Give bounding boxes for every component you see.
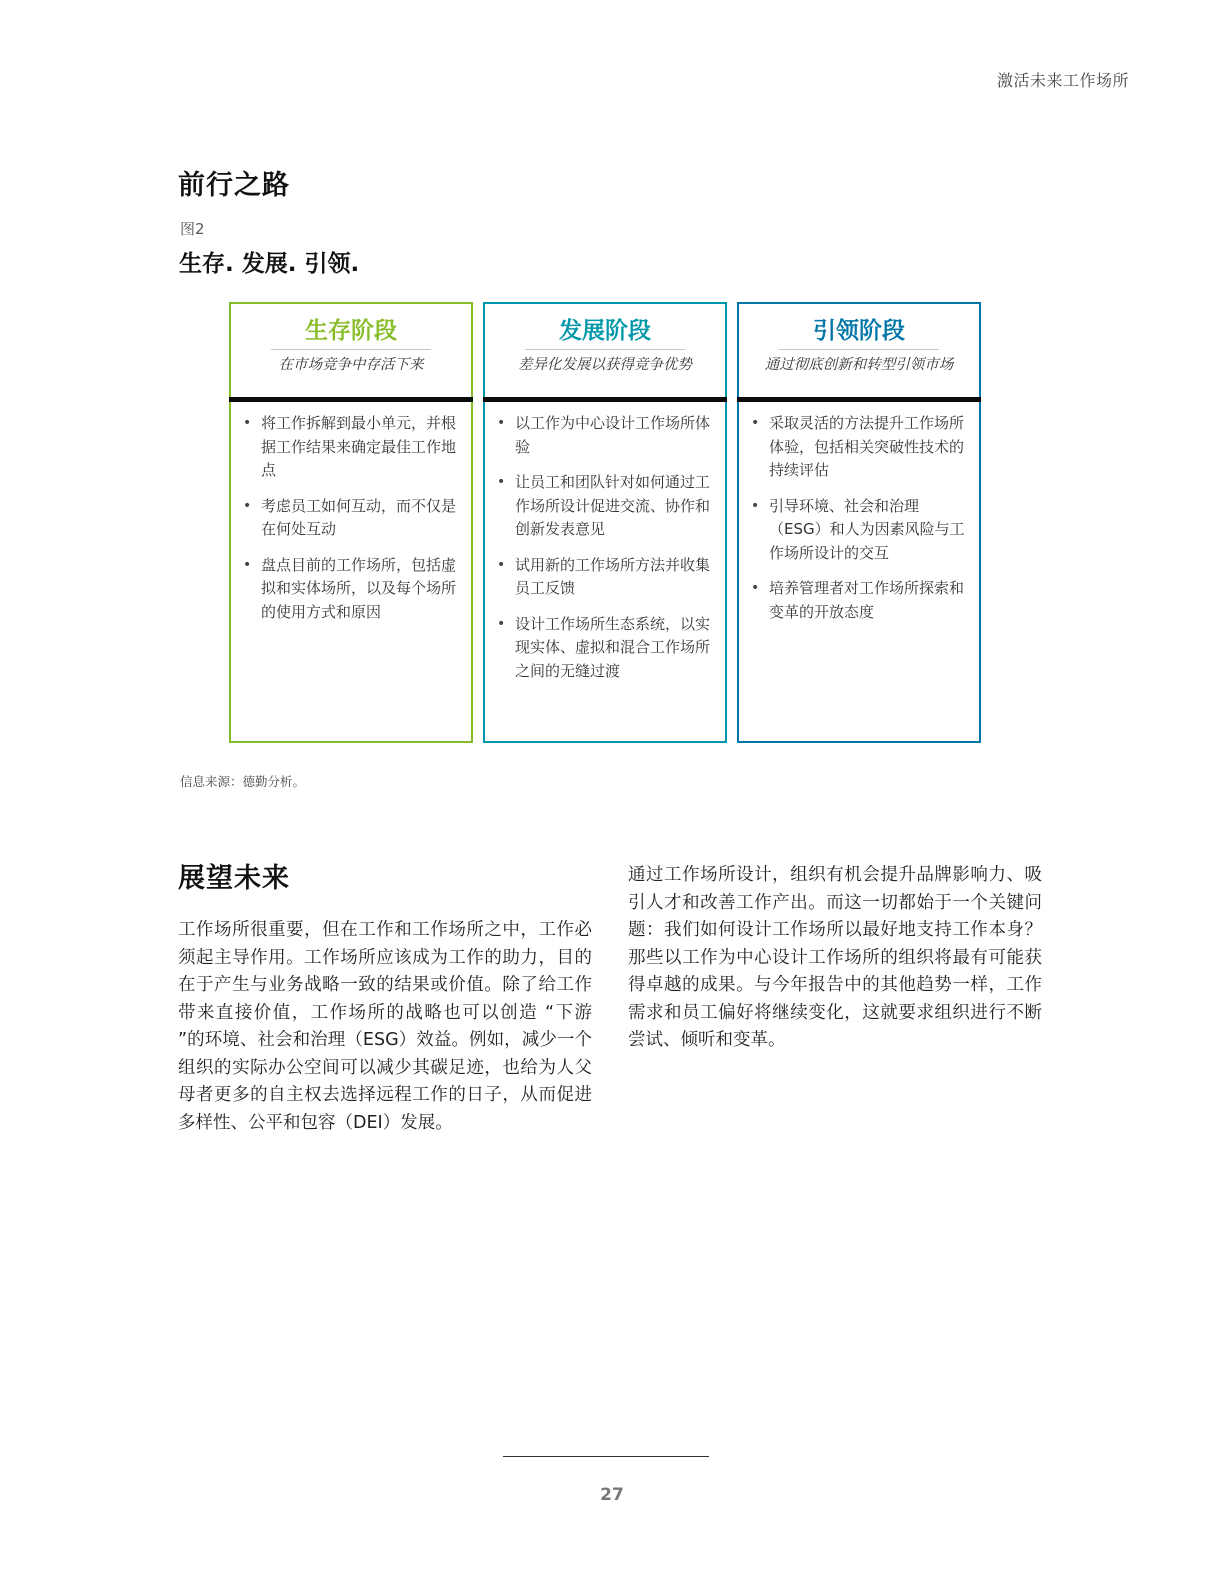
stage-name: 发展阶段 [559, 318, 651, 344]
stage-divider [271, 349, 431, 350]
bullet-icon: • [751, 580, 760, 596]
list-item-text: 试用新的工作场所方法并收集员工反馈 [515, 555, 711, 597]
stage-subtitle: 通过彻底创新和转型引领市场 [764, 357, 954, 373]
list-item-text: 将工作拆解到最小单元，并根据工作结果来确定最佳工作地点 [261, 414, 457, 479]
list-item [497, 471, 715, 542]
list-item [751, 577, 969, 624]
bullet-icon: • [751, 497, 760, 514]
stage-divider [779, 349, 939, 350]
stage-name: 引领阶段 [813, 318, 905, 344]
bullet-icon: • [497, 474, 506, 490]
list-item-text: 以工作为中心设计工作场所体验 [515, 414, 711, 456]
page-number: 27 [600, 1485, 624, 1505]
stage-card-lead [737, 302, 981, 743]
footer-divider [503, 1456, 709, 1457]
stage-separator-bar [483, 397, 727, 402]
list-item [497, 613, 715, 684]
stage-item-list [751, 412, 969, 636]
list-item-text: 培养管理者对工作场所探索和变革的开放态度 [769, 579, 965, 621]
stage-card-thrive [483, 302, 727, 743]
stage-subtitle: 差异化发展以获得竞争优势 [518, 357, 692, 373]
stage-separator-bar [229, 397, 473, 402]
list-item [751, 495, 969, 566]
list-item [243, 554, 461, 625]
running-header: 激活未来工作场所 [996, 71, 1129, 90]
bullet-icon: • [497, 415, 506, 431]
stage-separator-bar [737, 397, 981, 402]
body-paragraph-left: 工作场所很重要，但在工作和工作场所之中，工作必须起主导作用。工作场所应该成为工作的助力，目的在于产生与业务战略一致的结果或价值。除了给工作带来直接价值，工作场所的战略也可以创造 “下游 ”的环境、社会和治理（ESG）效益。例如，减少一个组织的实际办公空间可以减少其碳足迹，也给为人父母者更多的自主权去选择远程工作的日子，从而促进多样性、公平和包容（DEI）发展。 [178, 920, 592, 1133]
figure-source-note: 信息来源：德勤分析。 [180, 774, 306, 789]
stage-header [231, 304, 471, 397]
bullet-icon: • [751, 415, 760, 431]
stage-name: 生存阶段 [305, 318, 397, 344]
list-item [497, 412, 715, 459]
list-item [243, 412, 461, 483]
list-item-text: 采取灵活的方法提升工作场所体验，包括相关突破性技术的持续评估 [769, 414, 965, 479]
figure-label: 图2 [180, 220, 205, 238]
list-item-text: 让员工和团队针对如何通过工作场所设计促进交流、协作和创新发表意见 [515, 473, 711, 538]
section-title-looking-ahead: 展望未来 [178, 863, 290, 894]
stage-item-list [497, 412, 715, 695]
stage-subtitle: 在市场竞争中存活下来 [278, 357, 424, 373]
body-paragraph-right: 通过工作场所设计，组织有机会提升品牌影响力、吸引人才和改善工作产出。而这一切都始于一个关键问题：我们如何设计工作场所以最好地支持工作本身？那些以工作为中心设计工作场所的组织将最有可能获得卓越的成果。与今年报告中的其他趋势一样，工作需求和员工偏好将继续变化，这就要求组织进行不断尝试、倾听和变革。 [628, 865, 1042, 1050]
stage-item-list [243, 412, 461, 636]
list-item [751, 412, 969, 483]
list-item [497, 554, 715, 601]
stage-card-survive [229, 302, 473, 743]
bullet-icon: • [497, 556, 506, 573]
list-item [243, 495, 461, 542]
stage-header [485, 304, 725, 397]
bullet-icon: • [243, 415, 252, 431]
list-item-text: 考虑员工如何互动，而不仅是在何处互动 [261, 496, 457, 538]
list-item-text: 引导环境、社会和治理（ESG）和人为因素风险与工作场所设计的交互 [769, 496, 965, 562]
list-item-text: 盘点目前的工作场所，包括虚拟和实体场所，以及每个场所的使用方式和原因 [261, 555, 457, 621]
bullet-icon: • [243, 497, 252, 514]
bullet-icon: • [243, 556, 252, 573]
stage-divider [525, 349, 685, 350]
figure-title: 生存. 发展. 引领. [179, 251, 360, 277]
bullet-icon: • [497, 615, 506, 632]
section-title-path-forward: 前行之路 [178, 170, 290, 201]
list-item-text: 设计工作场所生态系统，以实现实体、虚拟和混合工作场所之间的无缝过渡 [515, 614, 711, 680]
stage-header [739, 304, 979, 397]
